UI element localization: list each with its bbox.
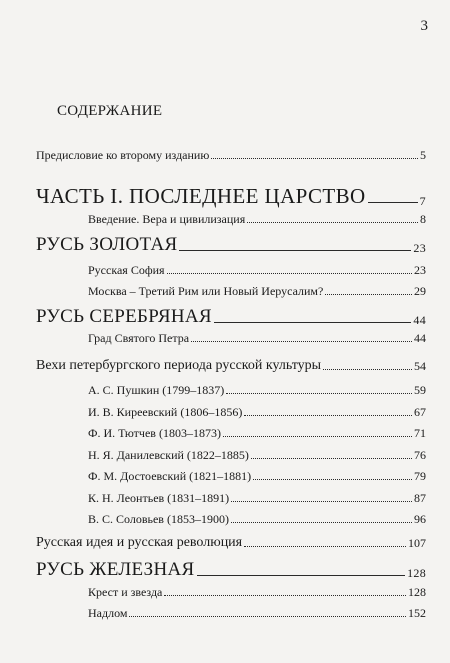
toc-entry-rus-zolotaya[interactable] (36, 234, 426, 256)
leader-dots (244, 415, 412, 416)
toc-entry-title: В. С. Соловьев (1853–1900) (88, 512, 229, 526)
leader-dots (247, 222, 418, 223)
toc-entry-title: Вехи петербургского периода русской культуры (36, 358, 322, 373)
toc-entry-page: 23 (413, 241, 426, 255)
toc-entry-title: А. С. Пушкин (1799–1837) (88, 383, 225, 397)
toc-entry-title: Ф. М. Достоевский (1821–1881) (88, 469, 252, 483)
toc-entry-title: РУСЬ ЗОЛОТАЯ (36, 234, 178, 255)
toc-entry-title: Предисловие ко второму изданию (36, 148, 210, 162)
toc-entry-page: 67 (414, 405, 426, 419)
toc-entry-russkaya-ideya[interactable] (36, 535, 426, 551)
leader-dots (223, 436, 412, 437)
toc-entry-title: И. В. Киреевский (1806–1856) (88, 405, 243, 419)
toc-entry-title: РУСЬ СЕРЕБРЯНАЯ (36, 306, 212, 327)
leader-line (368, 202, 418, 203)
toc-entry-title: РУСЬ ЖЕЛЕЗНАЯ (36, 559, 195, 580)
toc-entry-page: 76 (414, 448, 426, 462)
toc-entry-dostoevsky[interactable] (88, 469, 426, 484)
toc-entry-page: 107 (408, 536, 426, 550)
toc-entry-title: Надлом (88, 606, 128, 620)
toc-entry-title: Русская София (88, 263, 165, 277)
toc-entry-page: 54 (414, 359, 426, 373)
toc-entry-title: ЧАСТЬ I. ПОСЛЕДНЕЕ ЦАРСТВО (36, 184, 366, 208)
leader-dots (211, 158, 418, 159)
leader-line (179, 250, 411, 251)
leader-dots (231, 501, 412, 502)
toc-entry-page: 87 (414, 491, 426, 505)
toc-entry-nadlom[interactable] (88, 606, 426, 621)
leader-dots (167, 273, 412, 274)
leader-line (214, 322, 411, 323)
toc-entry-part-one[interactable] (36, 184, 426, 209)
toc-entry-title: Русская идея и русская революция (36, 535, 243, 550)
toc-entry-rus-zheleznaya[interactable] (36, 559, 426, 581)
toc-entry-danilevsky[interactable] (88, 448, 426, 463)
toc-entry-title: Введение. Вера и цивилизация (88, 212, 246, 226)
page-number: 3 (420, 18, 428, 34)
toc-entry-krest-i-zvezda[interactable] (88, 585, 426, 600)
leader-dots (191, 341, 412, 342)
toc-entry-russkaya-sofia[interactable] (88, 263, 426, 278)
toc-entry-title: Крест и звезда (88, 585, 163, 599)
toc-entry-page: 152 (408, 606, 426, 620)
toc-entry-page: 128 (407, 566, 426, 580)
leader-dots (325, 294, 412, 295)
leader-dots (226, 393, 412, 394)
toc-entry-kireevsky[interactable] (88, 405, 426, 420)
toc-entry-leontiev[interactable] (88, 491, 426, 506)
toc-entry-title: Москва – Третий Рим или Новый Иерусалим? (88, 284, 324, 298)
toc-entry-page: 23 (414, 263, 426, 277)
toc-entry-page: 44 (413, 313, 426, 327)
toc-entry-page: 5 (420, 148, 426, 162)
toc-entry-page: 44 (414, 331, 426, 345)
toc-entry-page: 79 (414, 469, 426, 483)
leader-dots (323, 369, 412, 370)
toc-entry-vekhi[interactable] (36, 358, 426, 374)
toc-entry-title: К. Н. Леонтьев (1831–1891) (88, 491, 230, 505)
leader-dots (251, 458, 412, 459)
toc-entry-introduction[interactable] (88, 212, 426, 227)
toc-entry-page: 8 (420, 212, 426, 226)
leader-dots (129, 616, 406, 617)
toc-entry-page: 7 (419, 194, 426, 208)
toc-entry-preface[interactable] (36, 148, 426, 163)
leader-dots (231, 522, 412, 523)
toc-entry-page: 29 (414, 284, 426, 298)
toc-entry-page: 96 (414, 512, 426, 526)
toc-entry-pushkin[interactable] (88, 383, 426, 398)
leader-dots (164, 595, 406, 596)
toc-entry-title: Град Святого Петра (88, 331, 190, 345)
toc-entry-title: Ф. И. Тютчев (1803–1873) (88, 426, 221, 440)
toc-heading: СОДЕРЖАНИЕ (57, 103, 163, 119)
toc-entry-tyutchev[interactable] (88, 426, 426, 441)
leader-dots (253, 479, 412, 480)
toc-entry-page: 59 (414, 383, 426, 397)
toc-entry-rus-serebryanaya[interactable] (36, 306, 426, 328)
leader-dots (244, 546, 406, 547)
toc-entry-page: 71 (414, 426, 426, 440)
leader-line (197, 575, 406, 576)
toc-entry-grad-petra[interactable] (88, 331, 426, 346)
toc-entry-page: 128 (408, 585, 426, 599)
toc-entry-solovyev[interactable] (88, 512, 426, 527)
toc-entry-title: Н. Я. Данилевский (1822–1885) (88, 448, 249, 462)
toc-entry-moskva[interactable] (88, 284, 426, 299)
